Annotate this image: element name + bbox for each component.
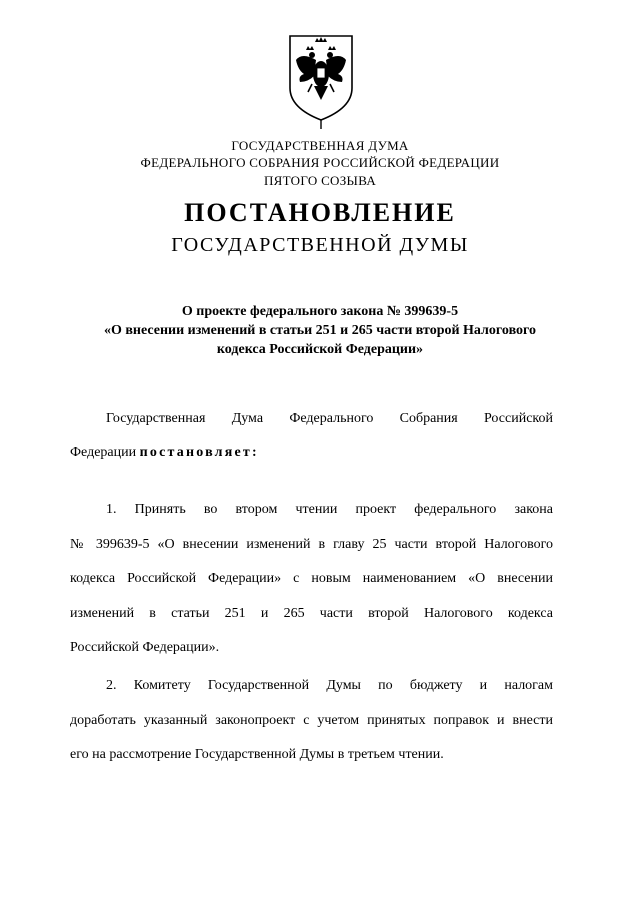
intro-prefix: Федерации <box>70 445 140 460</box>
subject-line-3: кодекса Российской Федерации» <box>216 342 424 357</box>
item1-line-1: 1. Принять во втором чтении проект федерального закона <box>106 502 553 517</box>
russian-coat-of-arms-icon <box>284 30 358 130</box>
subject-line-2: «О внесении изменений в статьи 251 и 265 части второй Налогового <box>103 323 537 338</box>
org-line-1: ГОСУДАРСТВЕННАЯ ДУМА <box>231 138 409 153</box>
resolves-keyword: постановляет: <box>139 445 259 460</box>
org-line-2: ФЕДЕРАЛЬНОГО СОБРАНИЯ РОССИЙСКОЙ ФЕДЕРАЦИИ <box>140 155 500 170</box>
item1-line-3: кодекса Российской Федерации» с новым наименованием «О внесении <box>70 571 553 586</box>
item1-line-2: № 399639-5 «О внесении изменений в главу 25 части второй Налогового <box>70 537 553 552</box>
document-subtitle: ГОСУДАРСТВЕННОЙ ДУМЫ <box>171 234 469 256</box>
subject-line-1: О проекте федерального закона № 399639-5 <box>181 304 459 319</box>
item2-line-2: доработать указанный законопроект с учетом принятых поправок и внести <box>70 713 553 728</box>
item2-line-1: 2. Комитету Государственной Думы по бюджету и налогам <box>106 678 553 693</box>
item2-line-3: его на рассмотрение Государственной Думы в третьем чтении. <box>70 747 444 762</box>
org-line-3: ПЯТОГО СОЗЫВА <box>263 173 377 188</box>
intro-line-2 <box>70 445 553 461</box>
item1-line-5: Российской Федерации». <box>70 640 220 655</box>
document-title: ПОСТАНОВЛЕНИЕ <box>184 198 456 227</box>
intro-line-1: Государственная Дума Федерального Собрания Российской <box>106 411 553 426</box>
item1-line-4: изменений в статьи 251 и 265 части второй Налогового кодекса <box>70 606 553 621</box>
